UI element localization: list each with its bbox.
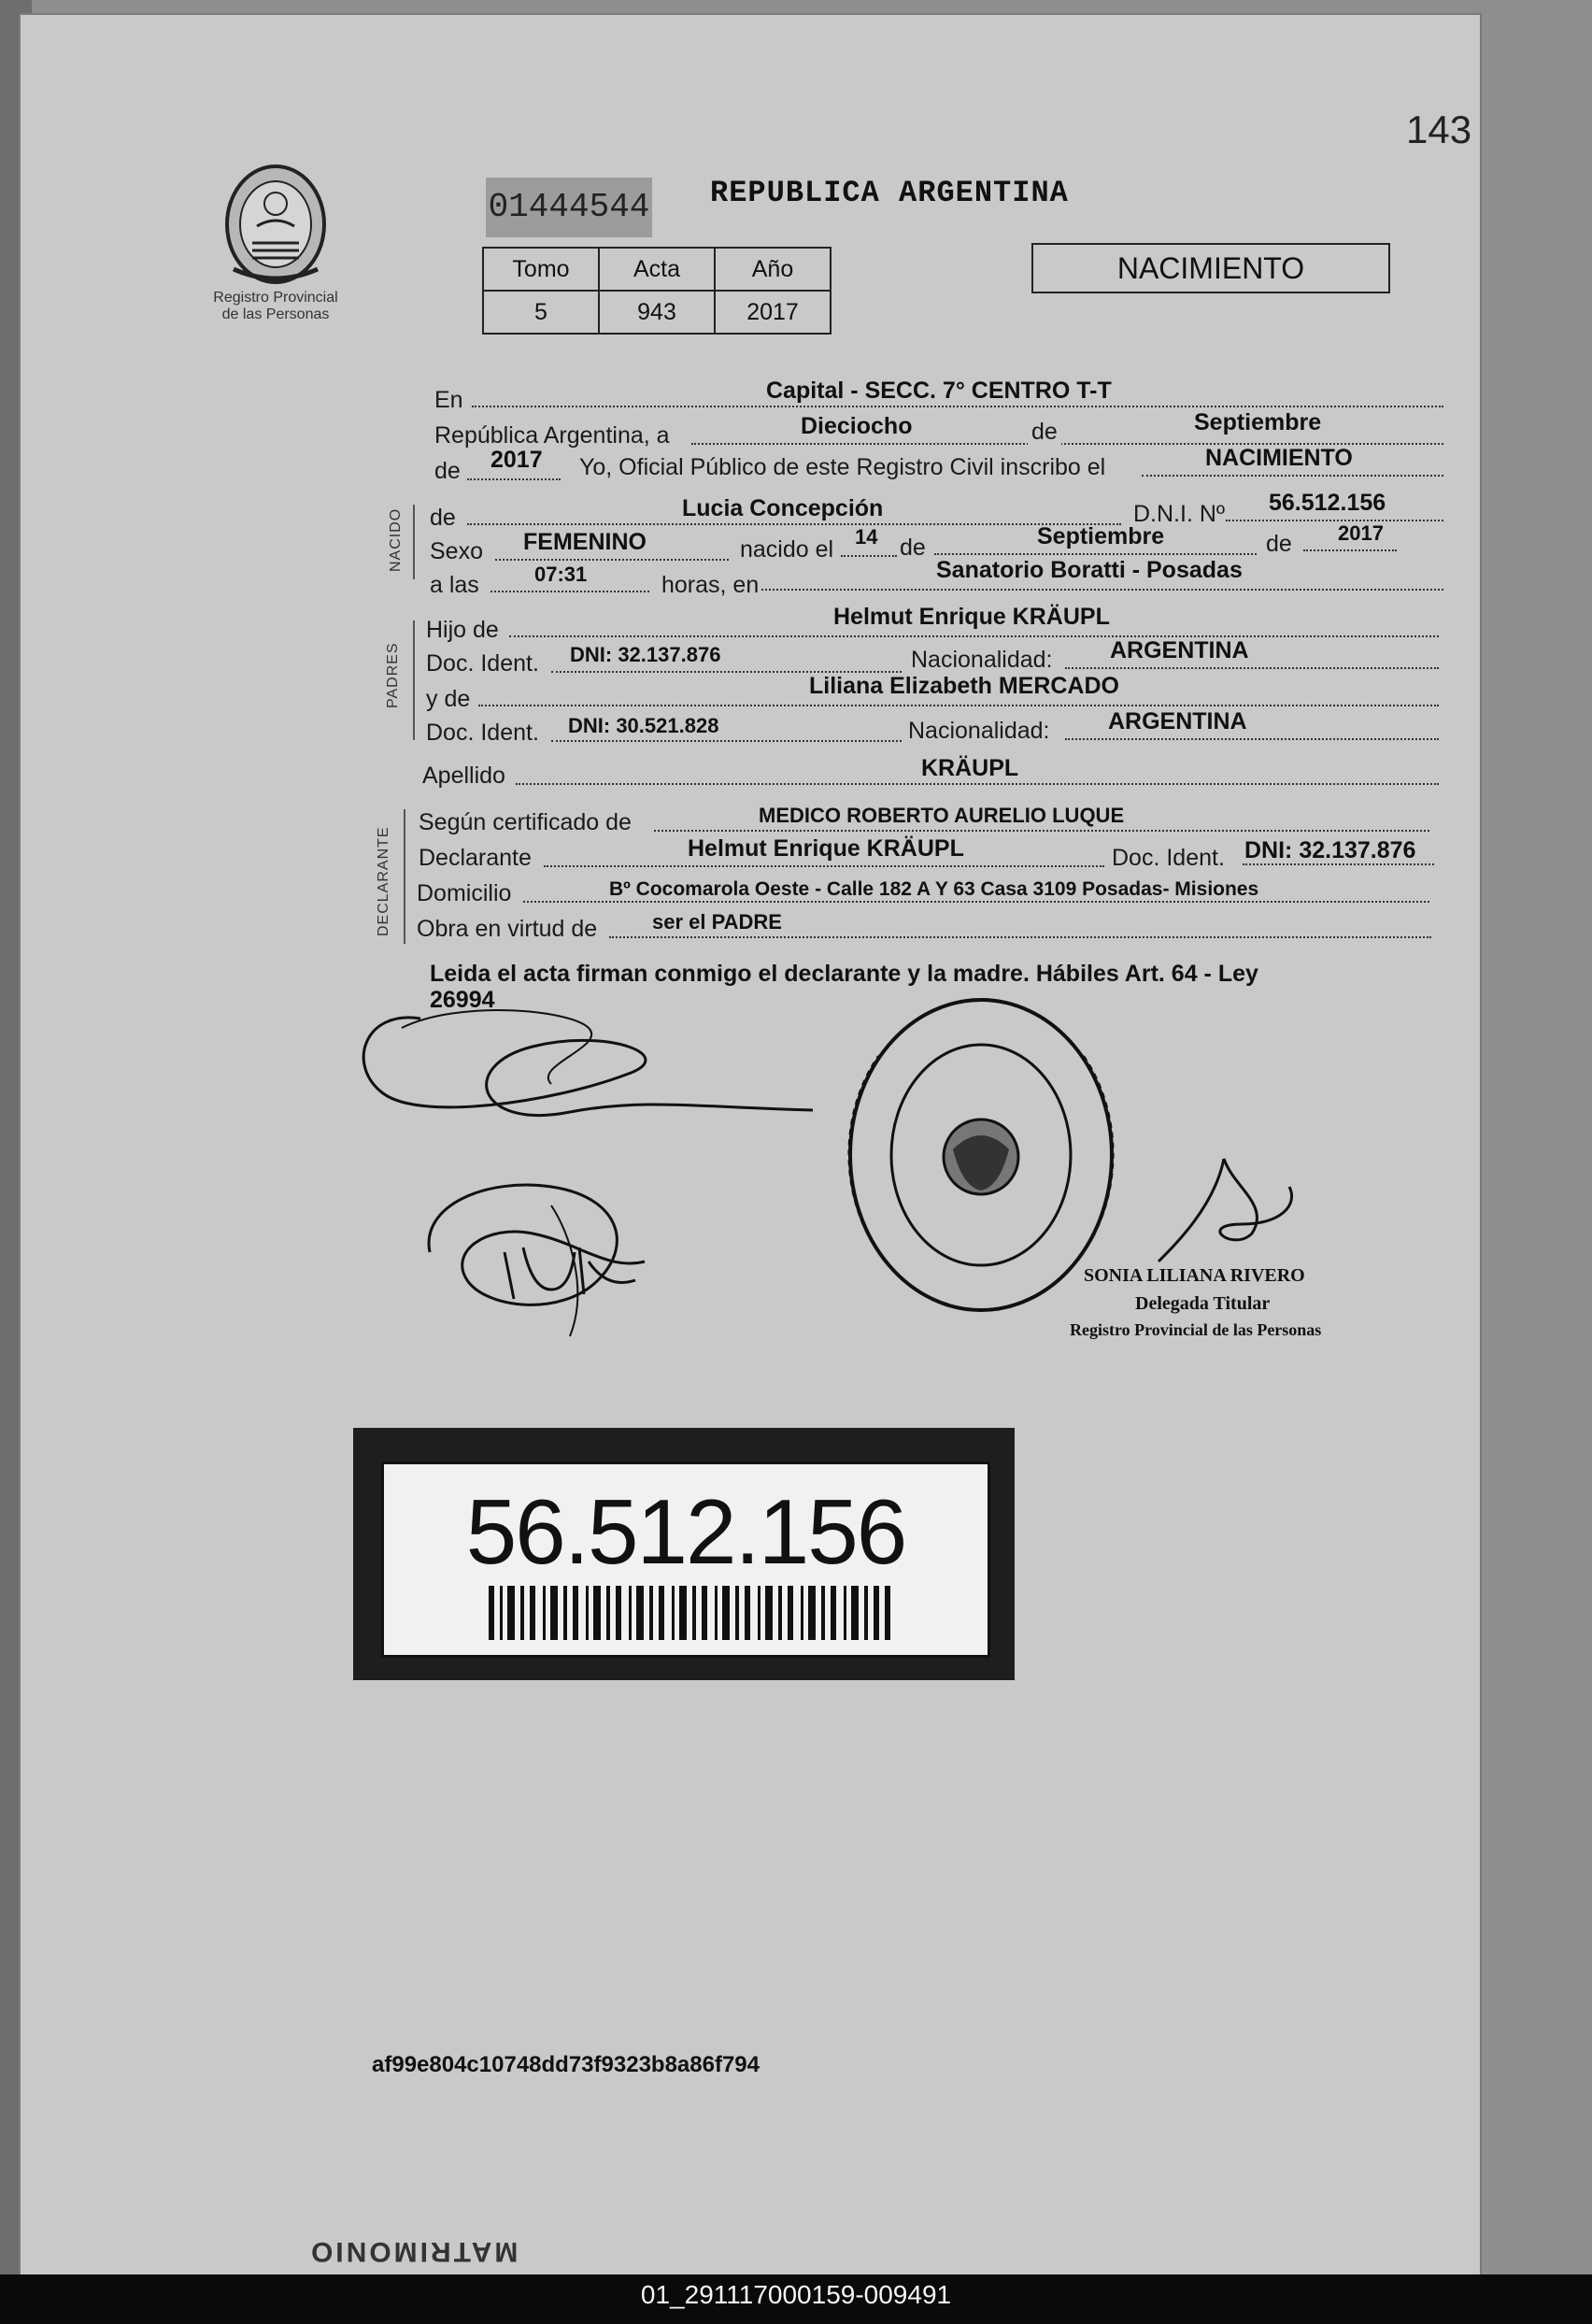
obra-label: Obra en virtud de (417, 916, 598, 942)
official-office: Registro Provincial de las Personas (1070, 1320, 1322, 1339)
document-hash: af99e804c10748dd73f9323b8a86f794 (372, 2052, 760, 2077)
cert-value: MEDICO ROBERTO AURELIO LUQUE (759, 804, 1125, 827)
domicilio-value: Bº Cocomarola Oeste - Calle 182 A Y 63 Casa 3109 Posadas- Misiones (609, 878, 1259, 900)
mother-name: Liliana Elizabeth MERCADO (809, 673, 1119, 699)
declarante-label: Declarante (419, 845, 532, 871)
birth-year: 2017 (1338, 521, 1384, 545)
sticker-number: 56.512.156 (465, 1480, 906, 1583)
act-year: 2017 (490, 447, 543, 473)
nacionalidad-label: Nacionalidad: (908, 718, 1050, 744)
declarante-doc: DNI: 32.137.876 (1244, 837, 1416, 863)
record-type: NACIMIENTO (1031, 243, 1390, 293)
logo-caption-line1: Registro Provincial (213, 290, 338, 306)
sticker-label (381, 1461, 990, 1658)
register-header-tomo: Tomo (483, 248, 599, 291)
register-value-tomo: 5 (483, 291, 599, 334)
hijo-de-label: Hijo de (426, 617, 499, 643)
nacido-section-label: NACIDO (388, 507, 404, 572)
apellido-label: Apellido (422, 763, 505, 789)
nacido-el-label: nacido el (740, 536, 834, 563)
section-bar (413, 620, 415, 740)
a-las-label: a las (430, 572, 479, 598)
official-name: SONIA LILIANA RIVERO (1084, 1265, 1305, 1286)
padres-section-label: PADRES (385, 642, 401, 708)
closing-text-line2: 26994 (430, 987, 495, 1013)
officer-text: Yo, Oficial Público de este Registro Civil inscribo el (579, 454, 1106, 480)
child-sex: FEMENINO (523, 529, 647, 555)
de-label: de (900, 535, 926, 561)
child-dni: 56.512.156 (1269, 490, 1386, 516)
child-name: Lucia Concepción (682, 495, 884, 521)
dni-sticker (353, 1428, 1015, 1680)
provincial-emblem-icon (215, 159, 336, 290)
registry-logo (196, 159, 355, 323)
birth-month: Septiembre (1037, 523, 1165, 549)
doc-ident-label: Doc. Ident. (426, 720, 539, 746)
doc-ident-label: Doc. Ident. (1112, 845, 1225, 871)
section-bar (413, 505, 415, 579)
father-name: Helmut Enrique KRÄUPL (833, 604, 1110, 630)
act-month: Septiembre (1194, 409, 1322, 435)
declarante-section-label: DECLARANTE (376, 826, 391, 936)
register-header-acta: Acta (599, 248, 715, 291)
register-value-acta: 943 (599, 291, 715, 334)
apellido-value: KRÄUPL (921, 755, 1019, 781)
act-place: Capital - SECC. 7° CENTRO T-T (766, 378, 1112, 404)
birth-time: 07:31 (534, 563, 588, 586)
horas-label: horas, en (661, 572, 760, 598)
mother-doc: DNI: 30.521.828 (568, 714, 719, 737)
country-heading: REPUBLICA ARGENTINA (710, 176, 1069, 210)
scan-code: 01_291117000159-009491 (640, 2280, 952, 2309)
declarante-value: Helmut Enrique KRÄUPL (688, 835, 964, 862)
page-number: 143 (1406, 107, 1472, 151)
register-table (482, 247, 832, 335)
nacionalidad-label: Nacionalidad: (911, 647, 1053, 673)
en-label: En (434, 387, 463, 413)
domicilio-label: Domicilio (417, 880, 512, 906)
closing-text-line1: Leida el acta firman conmigo el declarante y la madre. Hábiles Art. 64 - Ley (430, 961, 1258, 987)
official-seal-icon (841, 991, 1121, 1327)
cert-label: Según certificado de (419, 809, 632, 835)
section-bar (404, 809, 405, 944)
act-day-words: Dieciocho (801, 413, 913, 439)
register-value-ano: 2017 (715, 291, 831, 334)
serial-number: 01444544 (486, 178, 652, 237)
dni-label: D.N.I. Nº (1133, 501, 1226, 527)
mirrored-bleedthrough-text: MATRIMONIO (308, 2236, 519, 2267)
nacido-de-label: de (430, 505, 456, 531)
birth-place: Sanatorio Boratti - Posadas (936, 557, 1243, 583)
logo-caption-line2: de las Personas (221, 307, 330, 322)
act-inscribed: NACIMIENTO (1205, 445, 1353, 471)
de-label: de (1028, 419, 1061, 446)
republica-label: República Argentina, a (434, 422, 670, 449)
register-header-ano: Año (715, 248, 831, 291)
declarante-signature-icon (346, 991, 832, 1168)
doc-ident-label: Doc. Ident. (426, 650, 539, 677)
birth-day: 14 (855, 525, 878, 549)
official-title: Delegada Titular (1135, 1293, 1271, 1314)
sexo-label: Sexo (430, 538, 483, 564)
mother-nationality: ARGENTINA (1108, 708, 1247, 734)
father-doc: DNI: 32.137.876 (570, 643, 721, 666)
de-label: de (434, 458, 461, 484)
mother-signature-icon (411, 1149, 710, 1355)
y-de-label: y de (426, 686, 471, 712)
father-nationality: ARGENTINA (1110, 637, 1249, 663)
obra-value: ser el PADRE (652, 910, 782, 934)
barcode-icon (489, 1586, 890, 1640)
de-label: de (1266, 531, 1292, 557)
